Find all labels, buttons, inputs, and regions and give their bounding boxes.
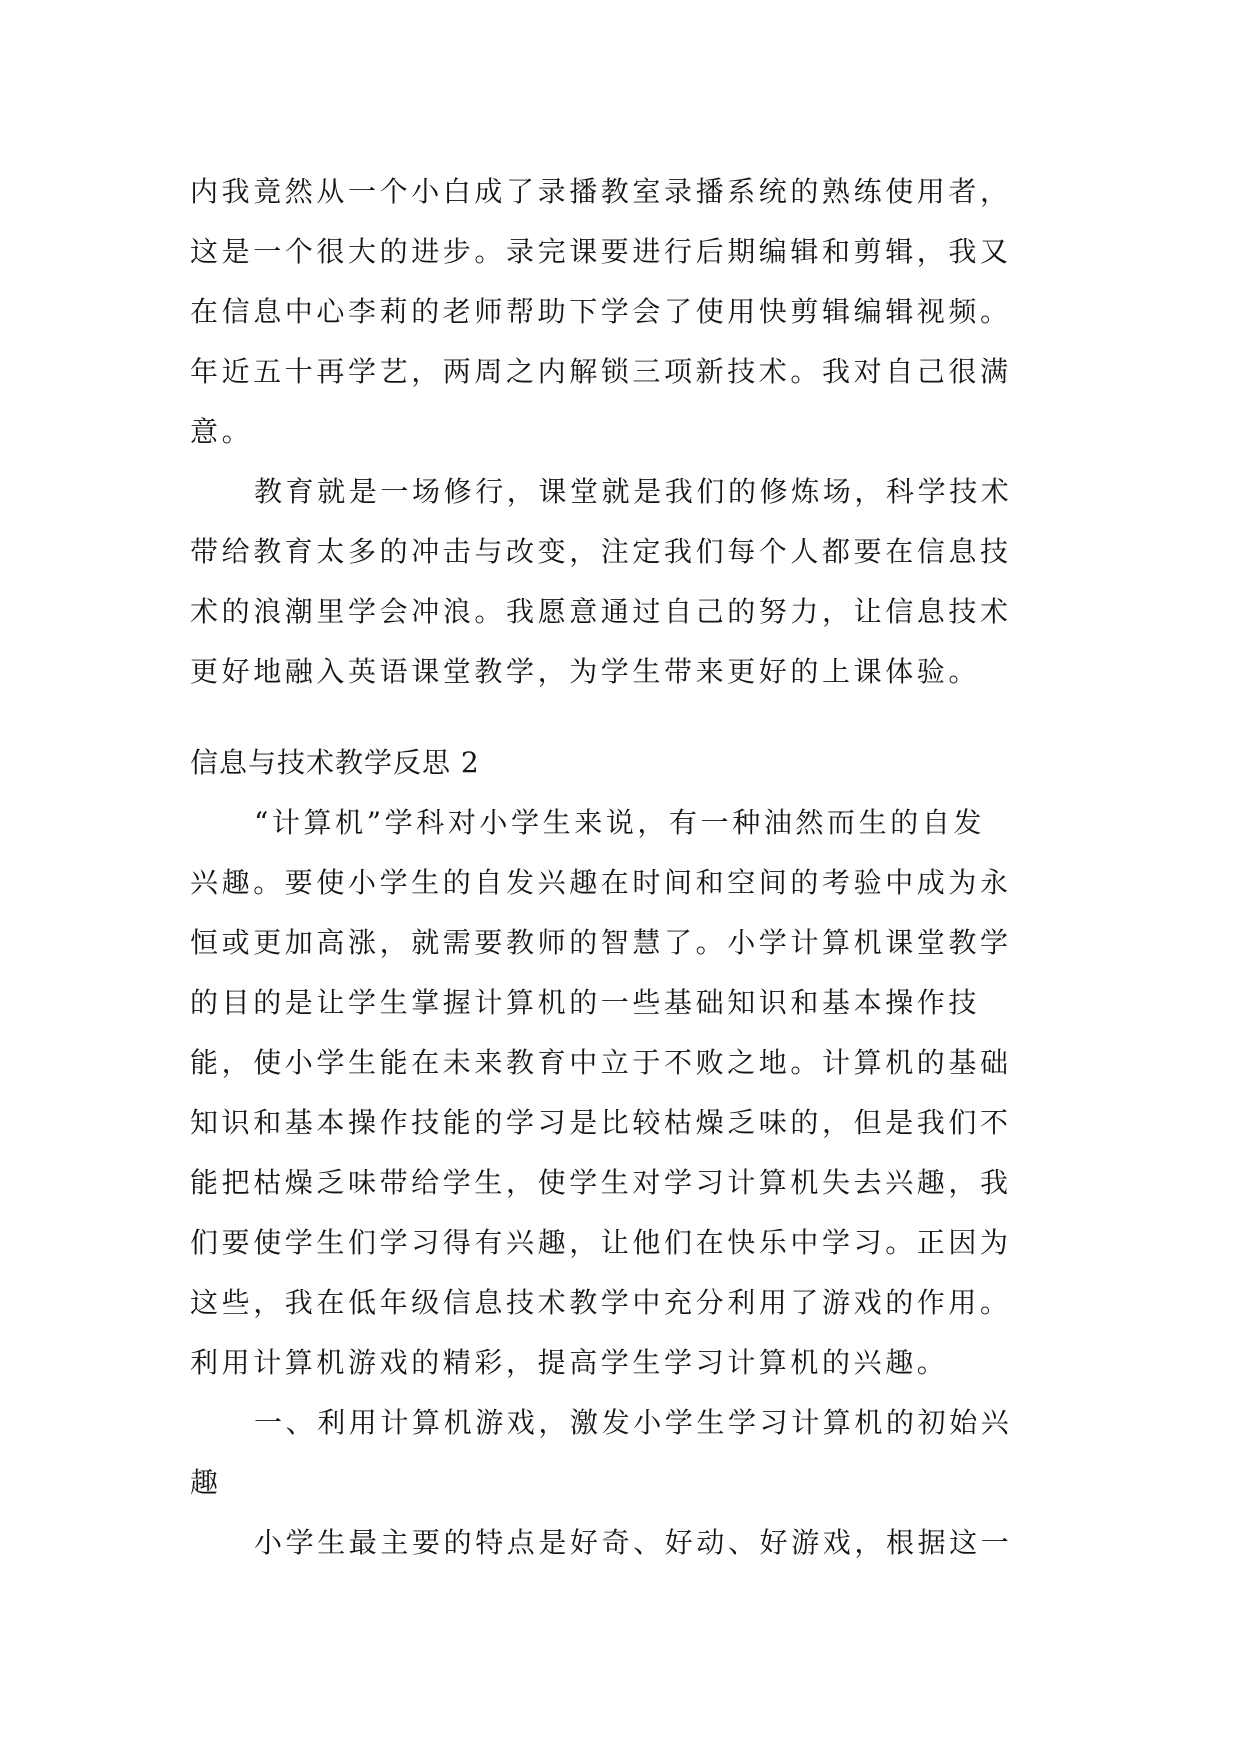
text-line: 内我竟然从一个小白成了录播教室录播系统的熟练使用者，: [190, 175, 1012, 208]
text-line: 兴趣。要使小学生的自发兴趣在时间和空间的考验中成为永: [190, 866, 1012, 899]
text-line: 趣: [190, 1466, 222, 1499]
text-line: 利用计算机游戏的精彩，提高学生学习计算机的兴趣。: [190, 1346, 949, 1379]
text-line: 这是一个很大的进步。录完课要进行后期编辑和剪辑，我又: [190, 235, 1012, 268]
text-line: 教育就是一场修行，课堂就是我们的修炼场，科学技术: [254, 475, 1013, 508]
text-line: 小学生最主要的特点是好奇、好动、好游戏，根据这一: [254, 1526, 1013, 1559]
text-line: 术的浪潮里学会冲浪。我愿意通过自己的努力，让信息技术: [190, 595, 1012, 628]
text-line: 一、利用计算机游戏，激发小学生学习计算机的初始兴: [254, 1406, 1013, 1439]
section-spacer: [190, 702, 1062, 733]
text-line: 的目的是让学生掌握计算机的一些基础知识和基本操作技: [190, 986, 981, 1019]
document-body: [190, 162, 1062, 1573]
text-line: 带给教育太多的冲击与改变，注定我们每个人都要在信息技: [190, 535, 1012, 568]
text-line: 更好地融入英语课堂教学，为学生带来更好的上课体验。: [190, 655, 981, 688]
text-line: 在信息中心李莉的老师帮助下学会了使用快剪辑编辑视频。: [190, 295, 1012, 328]
paragraph-1: [190, 162, 1062, 462]
text-line: 们要使学生们学习得有兴趣，让他们在快乐中学习。正因为: [190, 1226, 1012, 1259]
text-line: 这些，我在低年级信息技术教学中充分利用了游戏的作用。: [190, 1286, 1012, 1319]
section-title: 信息与技术教学反思 2: [190, 746, 480, 779]
text-line: “计算机”学科对小学生来说，有一种油然而生的自发: [254, 806, 986, 839]
paragraph-3: [190, 793, 1062, 1393]
text-line: 能，使小学生能在未来教育中立于不败之地。计算机的基础: [190, 1046, 1012, 1079]
paragraph-4: [190, 1393, 1062, 1513]
text-line: 意。: [190, 415, 254, 448]
paragraph-5: [190, 1513, 1062, 1573]
text-line: 年近五十再学艺，两周之内解锁三项新技术。我对自己很满: [190, 355, 1012, 388]
text-line: 知识和基本操作技能的学习是比较枯燥乏味的，但是我们不: [190, 1106, 1012, 1139]
paragraph-2: [190, 462, 1062, 702]
text-line: 恒或更加高涨，就需要教师的智慧了。小学计算机课堂教学: [190, 926, 1012, 959]
text-line: 能把枯燥乏味带给学生，使学生对学习计算机失去兴趣，我: [190, 1166, 1012, 1199]
